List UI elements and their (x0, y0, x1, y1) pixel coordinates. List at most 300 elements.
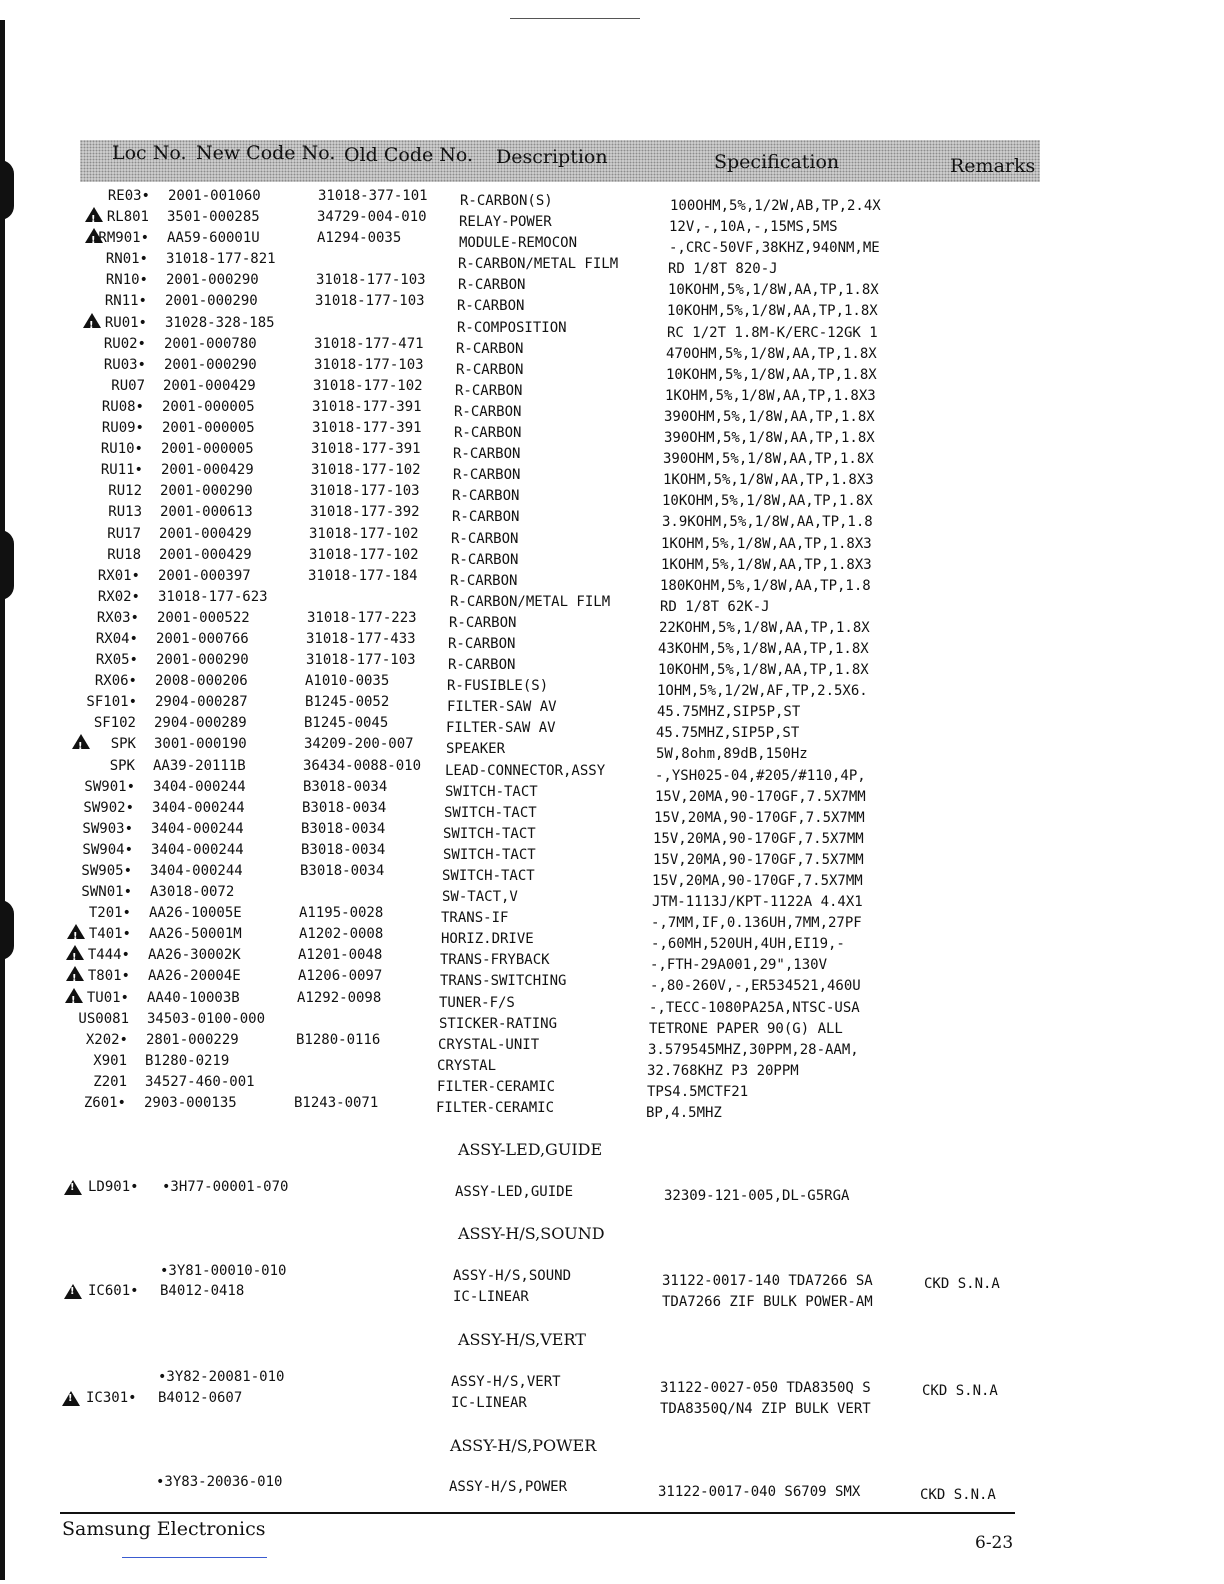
description-cell: CRYSTAL-UNIT (438, 1036, 540, 1053)
new-code-cell: 2001-000522 (157, 609, 250, 626)
old-code-cell: B3018-0034 (301, 841, 386, 858)
loc-cell: RN11• (104, 293, 147, 310)
description-cell: SWITCH-TACT (442, 868, 535, 884)
new-code-cell: 34527-460-001 (145, 1073, 255, 1090)
footer-company: Samsung Electronics (62, 1518, 266, 1540)
footer-rule (60, 1512, 1015, 1514)
new-code-cell: •3H77-00001-070 (162, 1179, 289, 1195)
description-cell: R-FUSIBLE(S) (447, 678, 549, 695)
old-code-cell: B1245-0045 (304, 715, 389, 732)
specification-cell: 32309-121-005,DL-G5RGA (664, 1188, 850, 1204)
loc-cell: Z601• (83, 1095, 126, 1112)
specification-cell: RD 1/8T 820-J (668, 261, 778, 278)
specification-cell: -,7MM,IF,0.136UH,7MM,27PF (651, 915, 862, 932)
table-row (0, 1009, 1224, 1037)
old-code-cell: A1195-0028 (299, 905, 384, 922)
specification-cell: 15V,20MA,90-170GF,7.5X7MM (655, 788, 866, 805)
loc-cell: SPK (109, 757, 135, 774)
specification-cell: 15V,20MA,90-170GF,7.5X7MM (653, 830, 864, 847)
table-row (0, 1030, 1224, 1058)
loc-cell: RX03• (96, 609, 139, 626)
new-code-cell: 2903-000135 (144, 1095, 237, 1112)
new-code-cell: 2001-000429 (161, 462, 254, 479)
description-cell: SWITCH-TACT (443, 825, 536, 842)
specification-cell: 31122-0017-040 S6709 SMX (658, 1484, 861, 1500)
description-cell: R-CARBON (456, 361, 524, 378)
description-cell: FILTER-SAW AV (447, 699, 557, 716)
table-row (0, 903, 1224, 932)
specification-cell: 10KOHM,5%,1/8W,AA,TP,1.8X (668, 282, 879, 299)
loc-cell: SW903• (82, 820, 133, 837)
header-description: Description (496, 146, 608, 168)
specification-cell: 12V,-,10A,-,15MS,5MS (669, 219, 838, 236)
new-code-cell: 3404-000244 (151, 820, 244, 837)
old-code-cell: A1292-0098 (297, 989, 382, 1006)
table-row (0, 840, 1224, 868)
new-code-cell: 2001-000429 (163, 377, 256, 394)
specification-cell: 43KOHM,5%,1/8W,AA,TP,1.8X (658, 640, 869, 657)
description-cell: TUNER-F/S (439, 994, 515, 1011)
new-code-cell: AA26-10005E (149, 905, 242, 922)
remarks-cell: CKD S.N.A (920, 1487, 996, 1503)
description-cell: TRANS-FRYBACK (440, 952, 550, 969)
specification-cell: 15V,20MA,90-170GF,7.5X7MM (653, 851, 864, 868)
specification-cell: 10KOHM,5%,1/8W,AA,TP,1.8X (658, 662, 869, 679)
loc-cell: US0081 (78, 1010, 129, 1027)
specification-cell: 22KOHM,5%,1/8W,AA,TP,1.8X (659, 619, 870, 636)
loc-cell: RU09• (101, 420, 144, 437)
specification-cell: 390OHM,5%,1/8W,AA,TP,1.8X (664, 430, 875, 447)
specification-cell: -,YSH025-04,#205/#110,4P, (655, 767, 866, 784)
old-code-cell: 31018-177-102 (309, 546, 419, 563)
old-code-cell: B1245-0052 (305, 694, 390, 711)
old-code-cell: A1206-0097 (298, 968, 383, 985)
specification-cell: TPS4.5MCTF21 (647, 1083, 749, 1100)
loc-cell: RU01• (104, 314, 147, 331)
specification-cell: 1KOHM,5%,1/8W,AA,TP,1.8X3 (661, 556, 872, 573)
table-row (0, 945, 1224, 974)
new-code-cell: 31018-177-623 (158, 588, 268, 605)
old-code-cell: 31018-177-471 (314, 335, 424, 352)
loc-cell: RU03• (103, 356, 146, 373)
new-code-cell: 2001-000290 (165, 293, 258, 310)
remarks-cell: CKD S.N.A (922, 1383, 998, 1399)
new-code-cell: 3404-000244 (153, 778, 246, 795)
new-code-cell: 3501-000285 (167, 209, 260, 226)
loc-cell: RU12 (108, 483, 142, 500)
description-cell: R-CARBON/METAL FILM (450, 593, 611, 610)
specification-cell: 10KOHM,5%,1/8W,AA,TP,1.8X (666, 366, 877, 383)
specification-cell: -,TECC-1080PA25A,NTSC-USA (649, 999, 860, 1016)
table-row (0, 355, 1224, 383)
specification-cell: 3.9KOHM,5%,1/8W,AA,TP,1.8 (662, 514, 873, 531)
specification-cell: 10KOHM,5%,1/8W,AA,TP,1.8X (667, 303, 878, 320)
new-code-cell: AA39-20111B (153, 757, 246, 774)
table-row (0, 397, 1224, 425)
specification-cell: 1KOHM,5%,1/8W,AA,TP,1.8X3 (661, 535, 872, 552)
table-row (0, 650, 1224, 679)
description-cell: R-COMPOSITION (457, 319, 567, 336)
new-code-cell: 3404-000244 (151, 841, 244, 858)
table-row (0, 186, 1224, 214)
description-cell: SPEAKER (446, 741, 506, 758)
new-code-cell: 2001-000290 (166, 272, 259, 289)
description-cell: TRANS-IF (441, 910, 509, 927)
header-remarks: Remarks (950, 155, 1036, 177)
description-cell: ASSY-H/S,POWER (449, 1479, 568, 1495)
new-code-cell: 2001-000429 (159, 546, 252, 563)
table-row (0, 313, 1224, 341)
new-code-cell: 3404-000244 (150, 863, 243, 879)
description-cell: ASSY-H/S,SOUND (453, 1268, 572, 1284)
old-code-cell: B3018-0034 (301, 820, 386, 837)
new-code-cell: A3018-0072 (150, 884, 235, 901)
specification-cell: RD 1/8T 62K-J (660, 598, 770, 615)
description-cell: R-CARBON/METAL FILM (458, 256, 619, 273)
description-cell: STICKER-RATING (439, 1015, 558, 1032)
new-code-cell: 2001-000290 (164, 356, 257, 373)
specification-cell: 10KOHM,5%,1/8W,AA,TP,1.8X (662, 493, 873, 510)
loc-cell: RX04• (95, 630, 138, 647)
new-code-cell: AA26-20004E (148, 968, 241, 985)
description-cell: R-CARBON (452, 488, 520, 505)
parts-table-body (0, 186, 1224, 1122)
old-code-cell: 36434-0088-010 (303, 757, 422, 774)
table-row (0, 270, 1224, 299)
specification-cell: TDA8350Q/N4 ZIP BULK VERT (660, 1401, 871, 1417)
description-cell: R-CARBON (456, 340, 524, 357)
loc-cell: SWN01• (81, 884, 132, 901)
old-code-cell: A1201-0048 (298, 947, 383, 964)
old-code-cell: B1243-0071 (294, 1095, 379, 1112)
new-code-cell: 2001-001060 (168, 188, 261, 204)
specification-cell: JTM-1113J/KPT-1122A 4.4X1 (652, 894, 863, 911)
description-cell: IC-LINEAR (453, 1289, 529, 1305)
table-row (0, 819, 1224, 847)
table-row (0, 756, 1224, 784)
description-cell: R-CARBON (454, 425, 522, 442)
old-code-cell: 31018-177-391 (311, 441, 421, 458)
description-cell: HORIZ.DRIVE (441, 931, 534, 948)
old-code-cell: 34729-004-010 (317, 209, 427, 226)
table-row (0, 207, 1224, 236)
specification-cell: 470OHM,5%,1/8W,AA,TP,1.8X (666, 345, 877, 362)
old-code-cell: 31018-177-103 (310, 483, 420, 500)
description-cell: RELAY-POWER (459, 214, 552, 231)
specification-cell: 390OHM,5%,1/8W,AA,TP,1.8X (663, 451, 874, 468)
old-code-cell: 31018-177-103 (316, 272, 426, 289)
new-code-cell: 34503-0100-000 (147, 1010, 266, 1027)
new-code-cell: B4012-0607 (158, 1390, 243, 1406)
new-code-cell: AA26-30002K (148, 947, 241, 964)
loc-cell: T401• (88, 926, 131, 943)
loc-cell: RX02• (97, 588, 140, 605)
description-cell: SWITCH-TACT (444, 804, 537, 821)
table-row (0, 861, 1224, 889)
specification-cell: 1KOHM,5%,1/8W,AA,TP,1.8X3 (663, 472, 874, 489)
loc-cell: RU08• (101, 398, 144, 415)
table-row (0, 608, 1224, 636)
new-code-cell: 2001-000005 (161, 441, 254, 458)
loc-cell: RU02• (103, 335, 146, 352)
new-code-cell: 2008-000206 (155, 673, 248, 690)
description-cell: FILTER-CERAMIC (436, 1100, 555, 1117)
old-code-cell: 31018-177-102 (309, 525, 419, 542)
specification-cell: BP,4.5MHZ (646, 1105, 722, 1122)
description-cell: SWITCH-TACT (445, 783, 538, 800)
table-row (0, 798, 1224, 826)
description-cell: R-CARBON (450, 572, 518, 589)
table-row (0, 376, 1224, 404)
table-row (0, 587, 1224, 615)
loc-cell: SW902• (83, 799, 134, 816)
specification-cell: RC 1/2T 1.8M-K/ERC-12GK 1 (667, 324, 878, 341)
remarks-cell: CKD S.N.A (924, 1276, 1000, 1292)
table-row (0, 1072, 1224, 1100)
new-code-cell: 2001-000290 (156, 652, 249, 669)
loc-cell: T801• (87, 968, 130, 985)
new-code-cell: 2801-000229 (146, 1031, 239, 1048)
loc-cell: RX05• (95, 652, 138, 669)
old-code-cell: A1010-0035 (305, 673, 390, 690)
table-row (0, 545, 1224, 573)
table-row (0, 924, 1224, 953)
old-code-cell: 31018-177-433 (306, 630, 416, 647)
new-code-cell: 2001-000005 (162, 398, 255, 415)
loc-cell: RM901• (98, 230, 149, 247)
description-cell: R-CARBON (457, 298, 525, 315)
loc-cell: SW905• (81, 863, 132, 879)
loc-cell: SPK (110, 736, 136, 753)
old-code-cell: 31018-177-102 (313, 377, 423, 394)
new-code-cell: •3Y81-00010-010 (160, 1263, 287, 1279)
new-code-cell: 2001-000397 (158, 567, 251, 584)
page-number: 6-23 (975, 1533, 1014, 1553)
old-code-cell: 31018-177-223 (307, 609, 417, 626)
section-title-vert: ASSY-H/S,VERT (458, 1330, 586, 1349)
loc-cell: X901 (93, 1052, 127, 1069)
table-row (0, 671, 1224, 700)
old-code-cell: 31018-177-103 (306, 652, 416, 669)
description-cell: SWITCH-TACT (443, 846, 536, 863)
specification-cell: -,80-260V,-,ER534521,460U (650, 978, 861, 995)
header-old-code: Old Code No. (344, 144, 474, 166)
table-row (0, 418, 1224, 447)
table-row (0, 966, 1224, 995)
old-code-cell: 31018-177-391 (312, 420, 422, 437)
table-row (0, 1051, 1224, 1079)
old-code-cell: B3018-0034 (303, 778, 388, 795)
description-cell: ASSY-H/S,VERT (451, 1374, 561, 1390)
description-cell: R-CARBON (453, 467, 521, 484)
specification-cell: 390OHM,5%,1/8W,AA,TP,1.8X (664, 408, 875, 425)
description-cell: R-CARBON (448, 635, 516, 652)
old-code-cell: B1280-0116 (296, 1031, 381, 1048)
table-row (0, 692, 1224, 721)
old-code-cell: 31018-177-103 (314, 356, 424, 373)
loc-cell: SF102 (93, 715, 136, 732)
header-loc: Loc No. (112, 142, 187, 164)
old-code-cell: 31018-177-391 (312, 398, 422, 415)
loc-cell: RU10• (100, 441, 143, 458)
specification-cell: TETRONE PAPER 90(G) ALL (649, 1020, 843, 1037)
loc-cell: RN01• (105, 251, 148, 268)
table-row (0, 777, 1224, 805)
table-row (0, 291, 1224, 320)
table-row (0, 882, 1224, 911)
specification-cell: 15V,20MA,90-170GF,7.5X7MM (652, 873, 863, 889)
table-header (80, 140, 1040, 182)
old-code-cell: A1294-0035 (317, 230, 402, 247)
new-code-cell: •3Y82-20081-010 (158, 1369, 285, 1385)
header-new-code: New Code No. (196, 142, 336, 164)
table-row (0, 566, 1224, 594)
table-row (0, 439, 1224, 468)
description-cell: SW-TACT,V (442, 889, 518, 906)
specification-cell: TDA7266 ZIF BULK POWER-AM (662, 1294, 873, 1310)
old-code-cell: 34209-200-007 (304, 736, 414, 753)
old-code-cell: B3018-0034 (300, 863, 385, 879)
table-row (0, 502, 1224, 531)
new-code-cell: 31028-328-185 (165, 314, 275, 331)
loc-cell: RX06• (94, 673, 137, 690)
old-code-cell: 31018-177-392 (310, 504, 420, 521)
specification-cell: -,CRC-50VF,38KHZ,940NM,ME (669, 240, 880, 257)
section-title-power: ASSY-H/S,POWER (450, 1436, 597, 1455)
section-title-led: ASSY-LED,GUIDE (458, 1140, 603, 1159)
new-code-cell: 2904-000289 (154, 715, 247, 732)
top-rule (510, 18, 640, 19)
description-cell: R-CARBON (451, 530, 519, 547)
new-code-cell: 2904-000287 (155, 694, 248, 711)
specification-cell: 32.768KHZ P3 20PPM (647, 1062, 799, 1079)
specification-cell: 3.579545MHZ,30PPM,28-AAM, (648, 1041, 859, 1058)
specification-cell: 1OHM,5%,1/2W,AF,TP,2.5X6. (657, 683, 868, 700)
specification-cell: 45.75MHZ,SIP5P,ST (656, 725, 800, 742)
table-row (0, 460, 1224, 489)
loc-cell: RU17 (107, 525, 141, 542)
loc-cell: RU13 (108, 504, 142, 521)
loc-cell: SW901• (84, 778, 135, 795)
table-row (0, 334, 1224, 362)
table-row (0, 1093, 1224, 1122)
header-specification: Specification (714, 151, 840, 173)
specification-cell: 31122-0017-140 TDA7266 SA (662, 1273, 873, 1289)
description-cell: TRANS-SWITCHING (440, 973, 567, 990)
new-code-cell: AA59-60001U (167, 230, 260, 247)
new-code-cell: 31018-177-821 (166, 251, 276, 268)
loc-cell: IC301• (86, 1390, 137, 1406)
description-cell: R-CARBON (451, 551, 519, 568)
specification-cell: 5W,8ohm,89dB,150Hz (656, 746, 808, 763)
new-code-cell: 3001-000190 (154, 736, 247, 753)
new-code-cell: AA40-10003B (147, 989, 240, 1006)
loc-cell: Z201 (93, 1073, 127, 1090)
warning-icon (64, 1180, 82, 1195)
loc-cell: RU11• (100, 462, 143, 479)
loc-cell: RL801 (106, 209, 149, 226)
loc-cell: SW904• (82, 841, 133, 858)
description-cell: R-CARBON(S) (460, 193, 553, 209)
old-code-cell: 31018-177-184 (308, 567, 418, 584)
description-cell: MODULE-REMOCON (459, 235, 578, 252)
new-code-cell: 2001-000290 (160, 483, 253, 500)
old-code-cell: 31018-377-101 (318, 188, 428, 204)
table-row (0, 249, 1224, 278)
loc-cell: RN10• (105, 272, 148, 289)
description-cell: R-CARBON (453, 446, 521, 463)
old-code-cell: 31018-177-103 (315, 293, 425, 310)
new-code-cell: B4012-0418 (160, 1283, 245, 1299)
loc-cell: T201• (88, 905, 131, 922)
new-code-cell: 2001-000780 (164, 335, 257, 352)
new-code-cell: 2001-000429 (159, 525, 252, 542)
loc-cell: RE03• (107, 188, 150, 204)
old-code-cell: 31018-177-102 (311, 462, 421, 479)
table-row (0, 228, 1224, 257)
loc-cell: SF101• (86, 694, 137, 711)
new-code-cell: 2001-000005 (162, 420, 255, 437)
loc-cell: TU01• (86, 989, 129, 1006)
warning-icon (62, 1391, 80, 1406)
loc-cell: T444• (87, 947, 130, 964)
specification-cell: 45.75MHZ,SIP5P,ST (657, 704, 801, 721)
new-code-cell: B1280-0219 (145, 1052, 230, 1069)
new-code-cell: 2001-000766 (156, 630, 249, 647)
loc-cell: RU18 (107, 546, 141, 563)
description-cell: CRYSTAL (437, 1057, 497, 1074)
specification-cell: 15V,20MA,90-170GF,7.5X7MM (654, 809, 865, 826)
specification-cell: 31122-0027-050 TDA8350Q S (660, 1380, 871, 1396)
loc-cell: LD901• (88, 1179, 139, 1195)
new-code-cell: 3404-000244 (152, 799, 245, 816)
description-cell: IC-LINEAR (451, 1395, 527, 1411)
specification-cell: 100OHM,5%,1/2W,AB,TP,2.4X (670, 198, 881, 214)
description-cell: R-CARBON (452, 509, 520, 526)
table-row (0, 629, 1224, 657)
description-cell: ASSY-LED,GUIDE (455, 1184, 574, 1200)
new-code-cell: AA26-50001M (149, 926, 242, 943)
loc-cell: IC601• (88, 1283, 139, 1299)
new-code-cell: 2001-000613 (160, 504, 253, 521)
description-cell: LEAD-CONNECTOR,ASSY (445, 762, 606, 779)
specification-cell: -,60MH,520UH,4UH,EI19,- (651, 936, 845, 953)
loc-cell: RX01• (97, 567, 140, 584)
table-row (0, 988, 1224, 1016)
description-cell: R-CARBON (448, 657, 516, 674)
specification-cell: 1KOHM,5%,1/8W,AA,TP,1.8X3 (665, 387, 876, 404)
warning-icon (64, 1284, 82, 1299)
loc-cell: RU07 (111, 377, 145, 394)
old-code-cell: B3018-0034 (302, 799, 387, 816)
description-cell: R-CARBON (455, 382, 523, 399)
description-cell: R-CARBON (458, 277, 526, 294)
table-row (0, 481, 1224, 510)
description-cell: FILTER-SAW AV (446, 720, 556, 737)
table-row (0, 734, 1224, 763)
table-row (0, 713, 1224, 742)
description-cell: R-CARBON (454, 403, 522, 420)
section-title-sound: ASSY-H/S,SOUND (458, 1224, 605, 1243)
blue-rule (122, 1557, 267, 1558)
specification-cell: -,FTH-29A001,29",130V (650, 957, 828, 974)
description-cell: FILTER-CERAMIC (437, 1078, 556, 1095)
table-row (0, 524, 1224, 552)
old-code-cell: A1202-0008 (299, 926, 384, 943)
new-code-cell: •3Y83-20036-010 (156, 1474, 283, 1490)
specification-cell: 180KOHM,5%,1/8W,AA,TP,1.8 (660, 577, 871, 594)
description-cell: R-CARBON (449, 614, 517, 631)
